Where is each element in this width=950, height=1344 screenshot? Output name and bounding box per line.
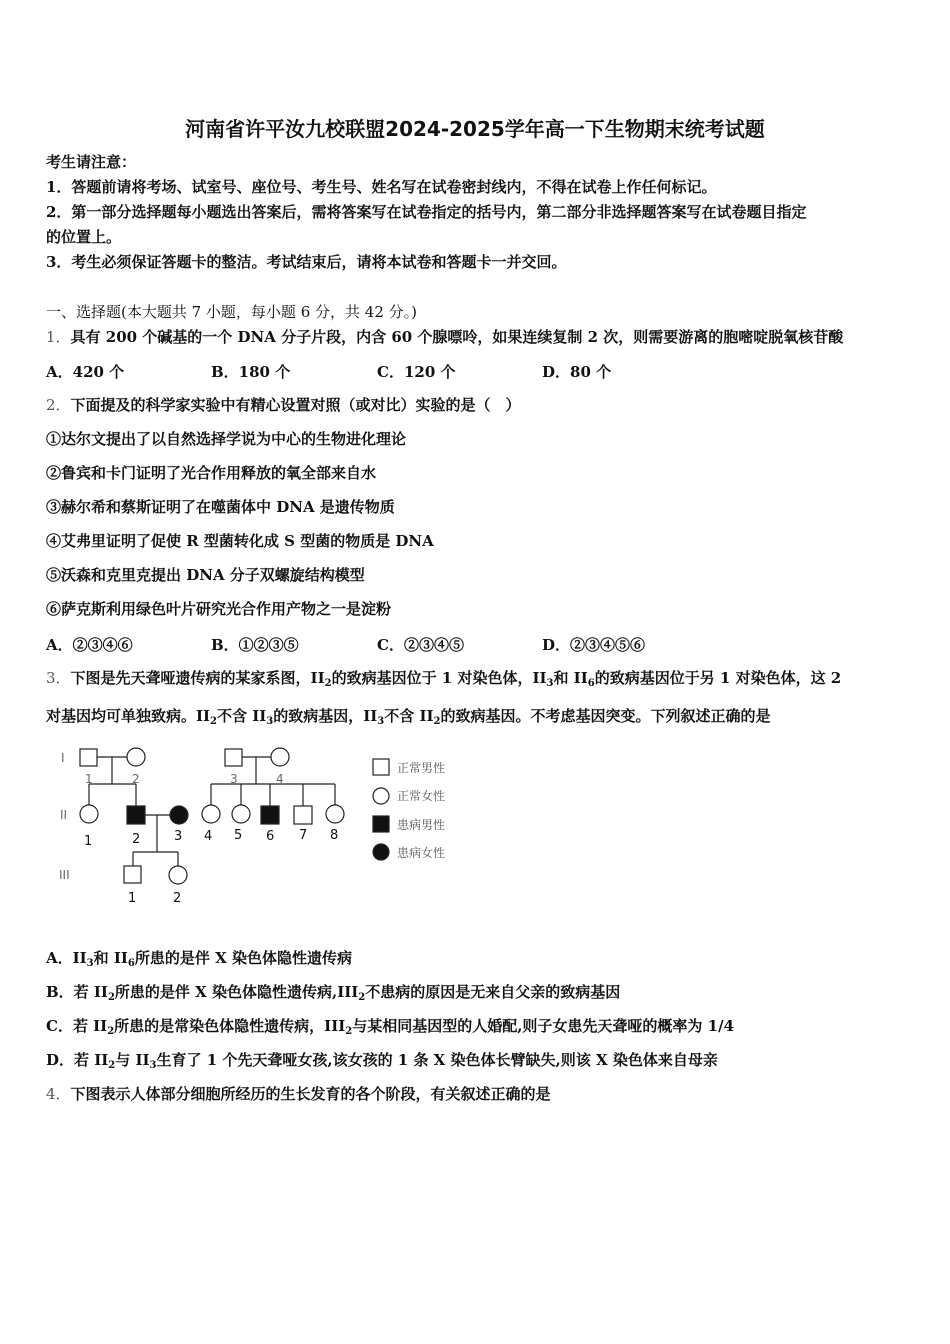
q3-text: 和 II [553,669,588,687]
gen-label-i: I [61,751,65,765]
notice-item-2-cont: 的位置上。 [46,228,122,246]
q3-option-b[interactable] [46,982,620,1002]
q2-option-c[interactable]: C．②③④⑤ [377,636,464,654]
pedigree-num: 4 [276,772,284,786]
q4-stem [46,1084,551,1104]
q1-option-b[interactable]: B．180 个 [211,363,291,381]
q4-number: 4． [46,1085,71,1103]
option-text: 所患的是常染色体隐性遗传病，III [114,1017,346,1035]
pedigree-ii4-normal-female [202,805,220,823]
pedigree-ii8-normal-female [326,805,344,823]
q3-text: 的致病基因位于另 1 对染色体，这 2 [594,669,842,687]
q1-text: 具有 200 个碱基的一个 DNA 分子片段，内含 60 个腺嘌呤，如果连续复制 2 次，则需要游离的胞嘧啶脱氧核苷酸 [70,328,844,346]
legend-normal-female-label: 正常女性 [397,789,446,803]
section-heading: 一、选择题(本大题共 7 小题，每小题 6 分，共 42 分。) [46,303,417,321]
legend-normal-male-icon [373,759,389,775]
subscript: 2 [433,716,441,727]
pedigree-num: 5 [234,828,243,843]
pedigree-i1-normal-male [80,749,97,766]
legend-affected-female-icon [373,844,389,860]
gen-label-ii: II [60,808,68,822]
pedigree-ii5-normal-female [232,805,250,823]
pedigree-num: 2 [132,772,140,786]
pedigree-num: 1 [84,834,93,849]
q3-text: 的致病基因。不考虑基因突变。下列叙述正确的是 [440,707,771,725]
option-text: 与 II [115,1051,150,1069]
gen-label-iii: III [59,868,70,882]
subscript: 3 [546,678,554,689]
option-text: 所患的是伴 X 染色体隐性遗传病,III [114,983,359,1001]
pedigree-num: 2 [132,832,141,847]
subscript: 6 [127,958,135,969]
q3-stem-line2 [46,706,771,726]
q3-text: 不含 II [217,707,267,725]
pedigree-num: 3 [174,829,183,844]
pedigree-ii3-affected-female [170,806,188,824]
q2-option-b[interactable]: B．①②③⑤ [211,636,299,654]
q2-item-4: ④艾弗里证明了促使 R 型菌转化成 S 型菌的物质是 DNA [46,532,434,550]
q2-item-2: ②鲁宾和卡门证明了光合作用释放的氧全部来自水 [46,464,377,482]
notice-item-2: 2．第一部分选择题每小题选出答案后，需将答案写在试卷指定的括号内，第二部分非选择题答案写在试卷题目指定 [46,203,807,221]
legend-normal-male-label: 正常男性 [397,761,446,775]
pedigree-i3-normal-male [225,749,242,766]
subscript: 2 [345,1026,353,1037]
pedigree-ii1-normal-female [80,805,98,823]
pedigree-num: 3 [230,772,238,786]
q2-option-a[interactable]: A．②③④⑥ [46,636,133,654]
subscript: 2 [324,678,332,689]
option-text: 生育了 1 个先天聋哑女孩,该女孩的 1 条 X 染色体长臂缺失,则该 X 染色体来自母亲 [156,1051,718,1069]
notice-heading: 考生请注意： [46,153,137,171]
notice-item-3: 3．考生必须保证答题卡的整洁。考试结束后，请将本试卷和答题卡一并交回。 [46,253,567,271]
q2-item-3: ③赫尔希和蔡斯证明了在噬菌体中 DNA 是遗传物质 [46,498,395,516]
q2-item-6: ⑥萨克斯利用绿色叶片研究光合作用产物之一是淀粉 [46,600,392,618]
subscript: 2 [358,992,366,1003]
notice-item-1: 1．答题前请将考场、试室号、座位号、考生号、姓名写在试卷密封线内，不得在试卷上作任何标记。 [46,178,717,196]
pedigree-num: 6 [266,829,275,844]
pedigree-num: 2 [173,891,182,906]
subscript: 2 [108,1060,116,1071]
pedigree-i2-normal-female [127,748,145,766]
option-text: B．若 II [46,983,108,1001]
q4-text: 下图表示人体部分细胞所经历的生长发育的各个阶段，有关叙述正确的是 [70,1085,551,1103]
option-text: 与某相同基因型的人婚配,则子女患先天聋哑的概率为 1/4 [352,1017,735,1035]
pedigree-diagram [55,740,475,910]
legend-normal-female-icon [373,788,389,804]
subscript: 3 [149,1060,157,1071]
subscript: 3 [377,716,385,727]
pedigree-num: 8 [330,828,339,843]
subscript: 3 [266,716,274,727]
q3-option-a[interactable] [46,948,352,968]
pedigree-i4-normal-female [271,748,289,766]
option-text: 不患病的原因是无来自父亲的致病基因 [365,983,621,1001]
q3-option-d[interactable] [46,1050,718,1070]
q2-stem [46,395,521,415]
q3-option-c[interactable] [46,1016,734,1036]
q3-text: 对基因均可单独致病。II [46,707,211,725]
pedigree-ii6-affected-male [261,806,279,824]
legend-affected-male-icon [373,816,389,832]
q1-option-d[interactable]: D．80 个 [542,363,612,381]
option-text: A．II [46,949,87,967]
pedigree-ii2-affected-male [127,806,145,824]
subscript: 2 [107,992,115,1003]
option-text: C．若 II [46,1017,108,1035]
pedigree-ii7-normal-male [294,806,312,824]
q1-stem [46,327,843,347]
q3-text: 的致病基因位于 1 对染色体，II [331,669,547,687]
q3-stem-line1 [46,668,841,688]
q2-item-5: ⑤沃森和克里克提出 DNA 分子双螺旋结构模型 [46,566,365,584]
pedigree-iii2-normal-female [169,866,187,884]
q2-option-d[interactable]: D．②③④⑤⑥ [542,636,646,654]
legend-affected-male-label: 患病男性 [397,818,446,832]
page-title: 河南省许平汝九校联盟2024-2025学年高一下生物期末统考试题 [185,117,765,141]
legend-affected-female-label: 患病女性 [397,846,446,860]
subscript: 6 [587,678,595,689]
q2-number: 2． [46,396,71,414]
q3-text: 下图是先天聋哑遗传病的某家系图，II [70,669,325,687]
q1-option-a[interactable]: A．420 个 [46,363,125,381]
pedigree-num: 4 [204,829,213,844]
subscript: 3 [86,958,94,969]
subscript: 2 [210,716,218,727]
q3-number: 3． [46,669,71,687]
pedigree-num: 1 [85,772,93,786]
q2-item-1: ①达尔文提出了以自然选择学说为中心的生物进化理论 [46,430,407,448]
pedigree-num: 7 [299,828,308,843]
subscript: 2 [107,1026,115,1037]
pedigree-num: 1 [128,891,137,906]
option-text: 所患的是伴 X 染色体隐性遗传病 [134,949,352,967]
q3-text: 不含 II [384,707,434,725]
q1-option-c[interactable]: C．120 个 [377,363,456,381]
option-text: 和 II [93,949,128,967]
option-text: D．若 II [46,1051,109,1069]
q3-text: 的致病基因，II [273,707,378,725]
q1-number: 1． [46,328,71,346]
pedigree-iii1-normal-male [124,866,141,883]
q2-text: 下面提及的科学家实验中有精心设置对照（或对比）实验的是（ ） [70,396,521,414]
